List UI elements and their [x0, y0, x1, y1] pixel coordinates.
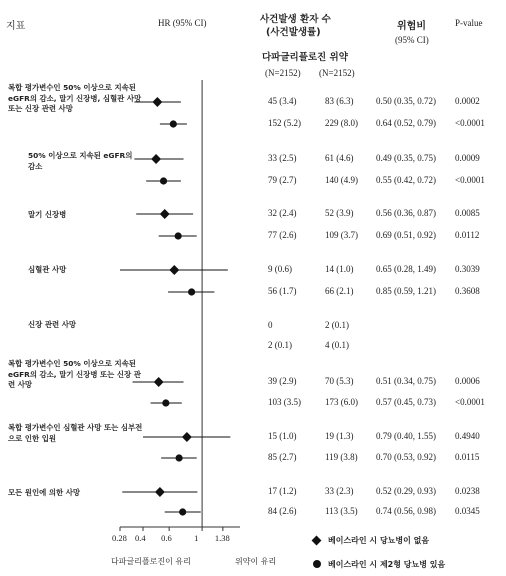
events-placebo: 52 (3.9) — [325, 208, 354, 218]
hazard-ratio-text: 0.74 (0.56, 0.98) — [376, 506, 436, 516]
p-value: <0.0001 — [455, 175, 485, 185]
hazard-ratio-text: 0.51 (0.34, 0.75) — [376, 376, 436, 386]
events-dapagliflozin: 15 (1.0) — [268, 431, 297, 441]
events-placebo: 19 (1.3) — [325, 431, 354, 441]
p-value: 0.0002 — [455, 96, 480, 106]
hazard-ratio-text: 0.55 (0.42, 0.72) — [376, 175, 436, 185]
hr-point-circle — [175, 232, 182, 239]
n-placebo: (N=2152) — [319, 68, 355, 78]
events-dapagliflozin: 45 (3.4) — [268, 96, 297, 106]
events-dapagliflozin: 39 (2.9) — [268, 376, 297, 386]
arm-title: 다파글리플로진 위약 — [262, 52, 348, 63]
p-value: 0.4940 — [455, 431, 480, 441]
events-dapagliflozin: 33 (2.5) — [268, 153, 297, 163]
events-placebo: 140 (4.9) — [325, 175, 358, 185]
favors-dapagliflozin-label: 다파글리플로진이 유리 — [111, 557, 191, 566]
events-placebo: 33 (2.3) — [325, 486, 354, 496]
p-value: 0.0345 — [455, 506, 480, 516]
group-label: 말기 신장병 — [28, 210, 67, 219]
p-value: <0.0001 — [455, 397, 485, 407]
x-tick-label: 1.38 — [214, 533, 230, 543]
events-placebo: 66 (2.1) — [325, 286, 354, 296]
p-value: 0.0112 — [455, 230, 480, 240]
hazard-ratio-text: 0.52 (0.29, 0.93) — [376, 486, 436, 496]
hazard-ratio-text: 0.70 (0.53, 0.92) — [376, 452, 436, 462]
hr-point-circle — [179, 508, 186, 515]
events-dapagliflozin: 103 (3.5) — [268, 397, 301, 407]
hr-point-circle — [160, 177, 167, 184]
events-placebo: 113 (3.5) — [325, 506, 358, 516]
x-tick-label: 0.28 — [112, 533, 127, 543]
events-dapagliflozin: 77 (2.6) — [268, 230, 297, 240]
hazard-ratio-text: 0.50 (0.35, 0.72) — [376, 96, 436, 106]
hazard-ratio-text: 0.49 (0.35, 0.75) — [376, 153, 436, 163]
p-value: 0.3039 — [455, 264, 480, 274]
p-value: 0.0006 — [455, 376, 480, 386]
legend-circle-label: 베이스라인 시 제2형 당뇨병 있음 — [328, 560, 446, 569]
hazard-ratio-text: 0.79 (0.40, 1.55) — [376, 431, 436, 441]
hazard-ratio-text: 0.85 (0.59, 1.21) — [376, 286, 436, 296]
hr-point-diamond — [160, 209, 170, 219]
hr-point-circle — [162, 399, 169, 406]
ratio-column-header: 위험비 — [397, 21, 426, 32]
hr-point-circle — [188, 288, 195, 295]
subgroup-column-header: 지표 — [6, 21, 26, 32]
events-dapagliflozin: 32 (2.4) — [268, 208, 297, 218]
events-dapagliflozin: 56 (1.7) — [268, 286, 297, 296]
events-placebo: 14 (1.0) — [325, 264, 354, 274]
events-dapagliflozin: 17 (1.2) — [268, 486, 297, 496]
p-value: <0.0001 — [455, 118, 485, 128]
hazard-ratio-text: 0.65 (0.28, 1.49) — [376, 264, 436, 274]
ratio-ci-header: (95% CI) — [395, 35, 429, 45]
group-label: 심혈관 사망 — [28, 265, 67, 274]
events-dapagliflozin: 152 (5.2) — [268, 118, 301, 128]
events-dapagliflozin: 84 (2.6) — [268, 506, 297, 516]
hr-point-diamond — [169, 265, 179, 275]
events-dapagliflozin: 2 (0.1) — [268, 340, 292, 350]
group-label: 모든 원인에 의한 사망 — [8, 488, 80, 497]
group-label: 복합 평가변수인 50% 이상으로 지속된 eGFR의 감소, 말기 신장병 또는 신장 관련 사망 — [8, 359, 141, 389]
events-placebo: 2 (0.1) — [325, 320, 349, 330]
events-dapagliflozin: 85 (2.7) — [268, 452, 297, 462]
x-tick-label: 0.6 — [161, 533, 172, 543]
events-placebo: 119 (3.8) — [325, 452, 358, 462]
events-placebo: 70 (5.3) — [325, 376, 354, 386]
events-placebo: 109 (3.7) — [325, 230, 358, 240]
x-tick-label: 1 — [194, 533, 199, 543]
p-value: 0.0115 — [455, 452, 480, 462]
hr-point-diamond — [182, 432, 192, 442]
hr-point-circle — [175, 454, 182, 461]
hr-column-header: HR (95% CI) — [158, 18, 207, 28]
hr-point-diamond — [155, 487, 165, 497]
p-value: 0.0009 — [455, 153, 480, 163]
group-label: 복합 평가변수인 50% 이상으로 지속된 eGFR의 감소, 말기 신장병, 심혈관 사망 또는 신장 관련 사망 — [8, 83, 142, 113]
legend-diamond-label: 베이스라인 시 당뇨병이 없음 — [328, 536, 430, 545]
events-placebo: 229 (8.0) — [325, 118, 358, 128]
n-dapagliflozin: (N=2152) — [265, 68, 301, 78]
hazard-ratio-text: 0.56 (0.36, 0.87) — [376, 208, 436, 218]
group-label: 신장 관련 사망 — [28, 320, 76, 329]
events-placebo: 4 (0.1) — [325, 340, 349, 350]
hazard-ratio-text: 0.64 (0.52, 0.79) — [376, 118, 436, 128]
p-value: 0.0238 — [455, 486, 480, 496]
hr-point-diamond — [154, 377, 164, 387]
events-placebo: 61 (4.6) — [325, 153, 354, 163]
events-dapagliflozin: 0 — [268, 320, 273, 330]
hr-point-diamond — [151, 154, 161, 164]
hazard-ratio-text: 0.57 (0.45, 0.73) — [376, 397, 436, 407]
p-value: 0.0085 — [455, 208, 480, 218]
p-value: 0.3608 — [455, 286, 480, 296]
hazard-ratio-text: 0.69 (0.51, 0.92) — [376, 230, 436, 240]
favors-placebo-label: 위약이 유리 — [235, 557, 277, 566]
group-label: 복합 평가변수인 심혈관 사망 또는 심부전으로 인한 입원 — [8, 423, 143, 443]
events-dapagliflozin: 79 (2.7) — [268, 175, 297, 185]
pvalue-column-header: P-value — [455, 18, 483, 28]
events-dapagliflozin: 9 (0.6) — [268, 264, 292, 274]
hr-point-diamond — [152, 97, 162, 107]
hr-point-circle — [170, 120, 177, 127]
events-placebo: 173 (6.0) — [325, 397, 358, 407]
group-label: 50% 이상으로 지속된 eGFR의 감소 — [28, 151, 133, 171]
events-column-header: 사건발생 환자 수 — [260, 14, 331, 25]
events-column-subheader: (사건발생률) — [266, 27, 321, 38]
events-placebo: 83 (6.3) — [325, 96, 354, 106]
x-tick-label: 0.4 — [135, 533, 146, 543]
